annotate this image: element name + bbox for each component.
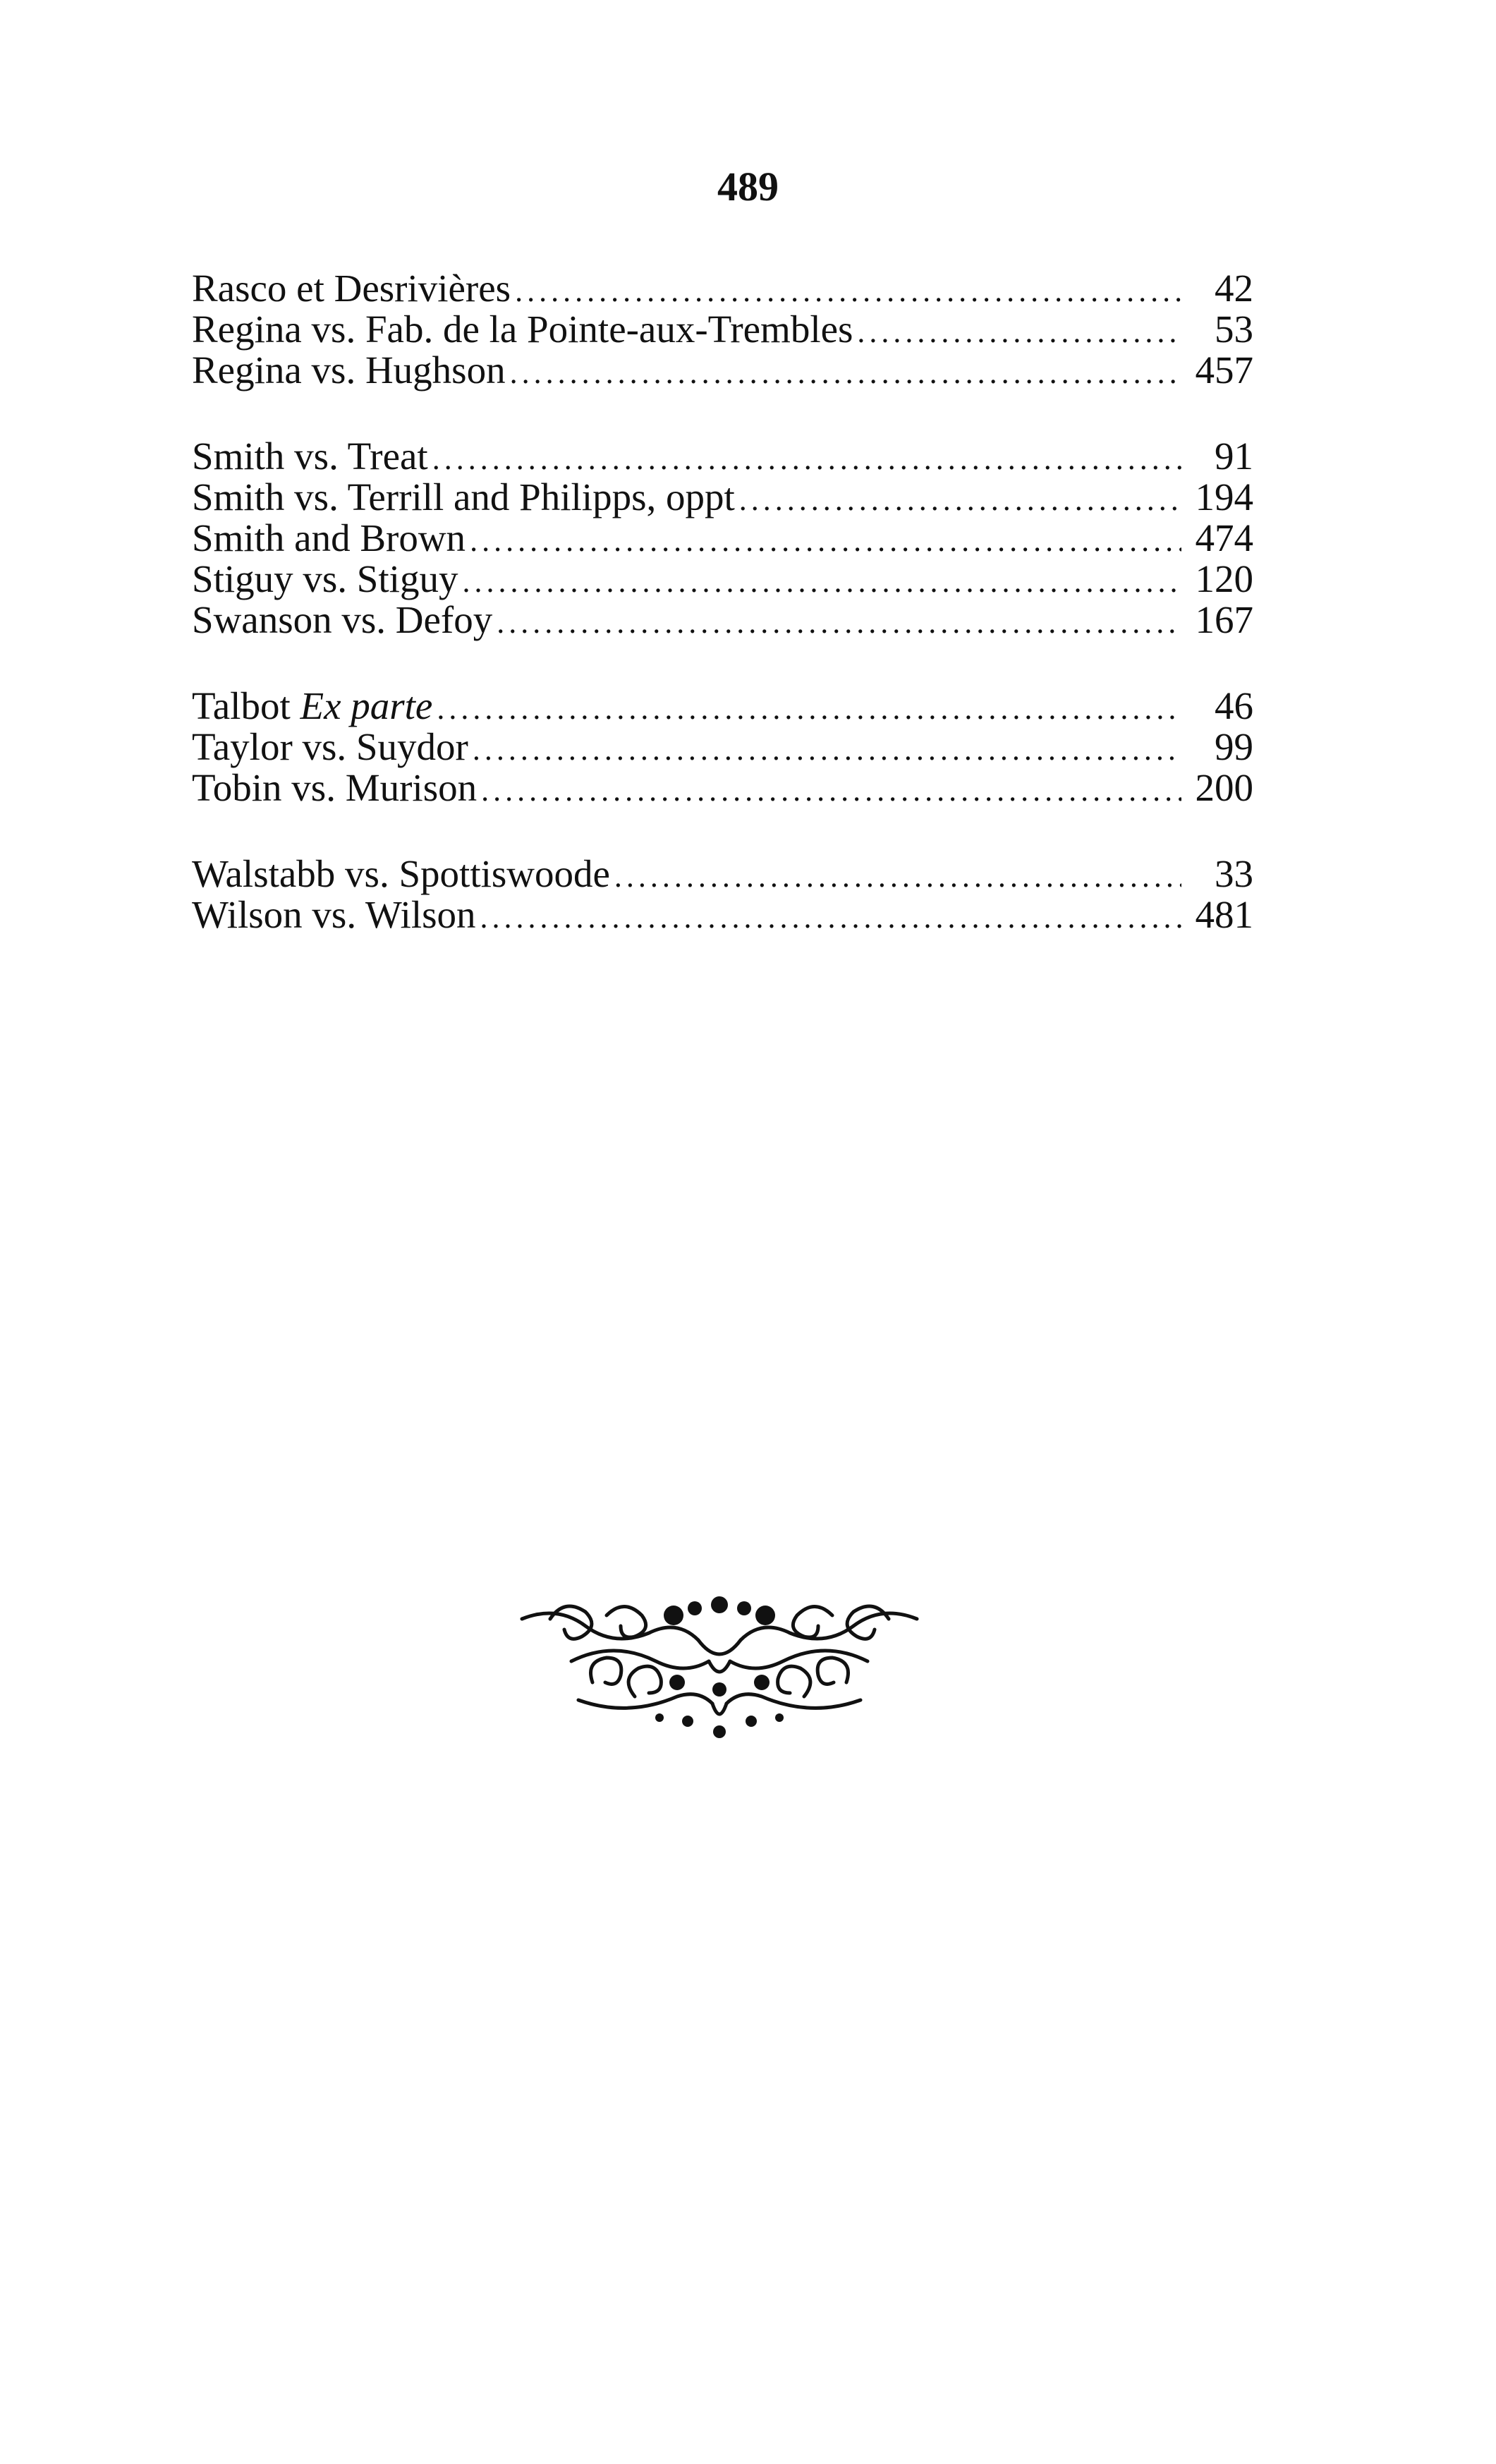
entry-page-number: 33 xyxy=(1215,852,1253,895)
entry-title: Rasco et Desrivières xyxy=(192,267,511,310)
index-entry xyxy=(192,854,1253,894)
dot-leader xyxy=(497,602,1181,643)
dot-leader xyxy=(462,562,1181,602)
index-entry xyxy=(192,309,1253,350)
entry-title: Smith vs. Treat xyxy=(192,435,428,478)
entry-title: Tobin vs. Murison xyxy=(192,766,478,809)
floral-scroll-ornament-icon xyxy=(508,1577,931,1746)
entry-title xyxy=(192,686,432,727)
entry-page-number: 474 xyxy=(1195,516,1253,559)
entry-title: Taylor vs. Suydor xyxy=(192,725,468,768)
entry-page-number: 91 xyxy=(1215,435,1253,478)
entry-title: Walstabb vs. Spottiswoode xyxy=(192,852,610,895)
entry-title: Wilson vs. Wilson xyxy=(192,893,476,936)
dot-leader xyxy=(473,729,1181,770)
index-group-r xyxy=(192,268,1253,391)
dot-leader xyxy=(481,770,1181,811)
entry-title-main: Talbot xyxy=(192,684,291,727)
entry-page-number: 457 xyxy=(1195,348,1253,392)
entry-title: Smith vs. Terrill and Philipps, oppt xyxy=(192,475,735,518)
index-entry xyxy=(192,518,1253,559)
dot-leader xyxy=(510,353,1181,394)
index-entry xyxy=(192,600,1253,641)
page-number: 489 xyxy=(717,164,779,210)
dot-leader xyxy=(437,688,1181,729)
entry-title: Regina vs. Fab. de la Pointe-aux-Trembles xyxy=(192,308,853,351)
dot-leader xyxy=(739,480,1181,521)
entry-title: Smith and Brown xyxy=(192,516,466,559)
index-group-w xyxy=(192,854,1253,935)
index-entry xyxy=(192,477,1253,518)
dot-leader xyxy=(614,856,1181,897)
entry-page-number: 120 xyxy=(1195,557,1253,600)
index-entry xyxy=(192,559,1253,600)
index-entry xyxy=(192,727,1253,767)
dot-leader xyxy=(480,897,1181,938)
dot-leader xyxy=(857,312,1181,353)
entry-page-number: 53 xyxy=(1215,308,1253,351)
entry-page-number: 167 xyxy=(1195,598,1253,641)
index-entry xyxy=(192,268,1253,309)
entry-page-number: 481 xyxy=(1195,893,1253,936)
index-entry xyxy=(192,686,1253,727)
index-entry xyxy=(192,436,1253,477)
entry-title: Swanson vs. Defoy xyxy=(192,598,493,641)
index-group-t xyxy=(192,686,1253,808)
index-entry xyxy=(192,894,1253,935)
dot-leader xyxy=(470,521,1181,562)
index-entry xyxy=(192,767,1253,808)
entry-page-number: 46 xyxy=(1215,684,1253,727)
entry-page-number: 99 xyxy=(1215,725,1253,768)
entry-title: Stiguy vs. Stiguy xyxy=(192,557,458,600)
case-index xyxy=(192,268,1253,981)
dot-leader xyxy=(432,439,1181,480)
entry-title-italic: Ex parte xyxy=(300,684,433,727)
dot-leader xyxy=(515,271,1181,312)
index-entry xyxy=(192,350,1253,391)
entry-page-number: 200 xyxy=(1195,766,1253,809)
index-group-s xyxy=(192,436,1253,641)
entry-page-number: 42 xyxy=(1215,267,1253,310)
entry-page-number: 194 xyxy=(1195,475,1253,518)
entry-title: Regina vs. Hughson xyxy=(192,348,506,392)
